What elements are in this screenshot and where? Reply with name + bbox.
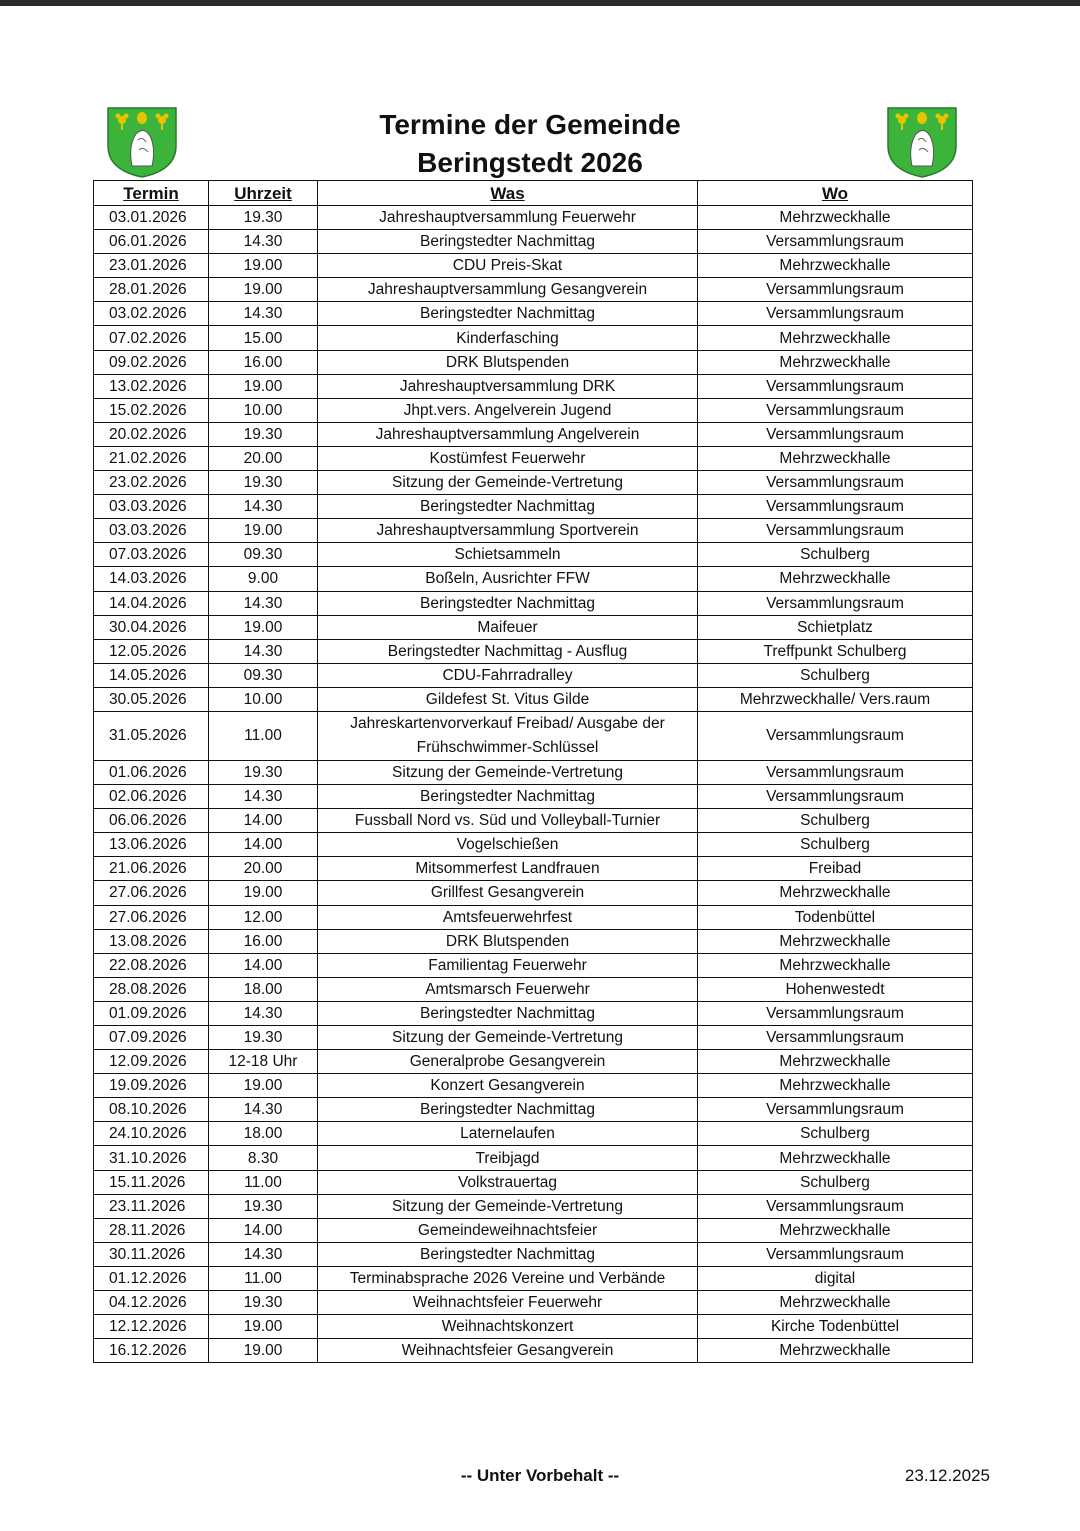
cell-was: Weihnachtsfeier Feuerwehr <box>318 1291 698 1315</box>
cell-was: Amtsmarsch Feuerwehr <box>318 977 698 1001</box>
column-header-wo: Wo <box>698 181 973 206</box>
cell-wo: Schulberg <box>698 833 973 857</box>
table-row <box>94 519 973 543</box>
cell-uhrzeit: 19.00 <box>209 254 318 278</box>
cell-termin: 22.08.2026 <box>94 953 209 977</box>
cell-uhrzeit: 19.30 <box>209 1026 318 1050</box>
cell-wo: Versammlungsraum <box>698 591 973 615</box>
cell-was: Sitzung der Gemeinde-Vertretung <box>318 1026 698 1050</box>
cell-was: Familientag Feuerwehr <box>318 953 698 977</box>
cell-wo: Versammlungsraum <box>698 302 973 326</box>
cell-termin: 23.01.2026 <box>94 254 209 278</box>
cell-wo: Mehrzweckhalle/ Vers.raum <box>698 687 973 711</box>
cell-termin: 21.02.2026 <box>94 446 209 470</box>
cell-termin: 03.03.2026 <box>94 495 209 519</box>
cell-uhrzeit: 19.00 <box>209 519 318 543</box>
cell-uhrzeit: 14.30 <box>209 785 318 809</box>
table-row <box>94 687 973 711</box>
cell-termin: 09.02.2026 <box>94 350 209 374</box>
cell-termin: 15.11.2026 <box>94 1170 209 1194</box>
cell-uhrzeit: 12-18 Uhr <box>209 1050 318 1074</box>
cell-termin: 19.09.2026 <box>94 1074 209 1098</box>
cell-wo: Versammlungsraum <box>698 1098 973 1122</box>
coat-of-arms-icon <box>106 106 178 178</box>
cell-uhrzeit: 09.30 <box>209 663 318 687</box>
cell-termin: 13.08.2026 <box>94 929 209 953</box>
cell-termin: 12.05.2026 <box>94 639 209 663</box>
cell-uhrzeit: 18.00 <box>209 977 318 1001</box>
table-row <box>94 977 973 1001</box>
cell-termin: 06.06.2026 <box>94 809 209 833</box>
cell-termin: 03.03.2026 <box>94 519 209 543</box>
table-row <box>94 760 973 784</box>
cell-termin: 14.04.2026 <box>94 591 209 615</box>
cell-uhrzeit: 19.00 <box>209 1074 318 1098</box>
cell-wo: Mehrzweckhalle <box>698 881 973 905</box>
table-row <box>94 1001 973 1025</box>
cell-wo: Todenbüttel <box>698 905 973 929</box>
cell-was: Generalprobe Gesangverein <box>318 1050 698 1074</box>
table-row <box>94 1218 973 1242</box>
cell-was: Sitzung der Gemeinde-Vertretung <box>318 471 698 495</box>
cell-wo: Versammlungsraum <box>698 785 973 809</box>
cell-wo: Versammlungsraum <box>698 1242 973 1266</box>
cell-wo: Kirche Todenbüttel <box>698 1315 973 1339</box>
cell-wo: Hohenwestedt <box>698 977 973 1001</box>
cell-wo: Schietplatz <box>698 615 973 639</box>
cell-termin: 31.05.2026 <box>94 711 209 760</box>
cell-termin: 07.09.2026 <box>94 1026 209 1050</box>
cell-was: Boßeln, Ausrichter FFW <box>318 567 698 591</box>
cell-was: Beringstedter Nachmittag <box>318 591 698 615</box>
cell-was: Weihnachtskonzert <box>318 1315 698 1339</box>
cell-wo: Treffpunkt Schulberg <box>698 639 973 663</box>
table-row <box>94 881 973 905</box>
table-row <box>94 374 973 398</box>
table-row <box>94 809 973 833</box>
cell-termin: 16.12.2026 <box>94 1339 209 1363</box>
cell-termin: 14.05.2026 <box>94 663 209 687</box>
cell-uhrzeit: 19.30 <box>209 1194 318 1218</box>
cell-was: Kostümfest Feuerwehr <box>318 446 698 470</box>
cell-wo: Versammlungsraum <box>698 398 973 422</box>
cell-uhrzeit: 19.00 <box>209 881 318 905</box>
cell-uhrzeit: 11.00 <box>209 1266 318 1290</box>
cell-wo: Versammlungsraum <box>698 374 973 398</box>
cell-termin: 30.05.2026 <box>94 687 209 711</box>
table-row <box>94 711 973 760</box>
cell-termin: 02.06.2026 <box>94 785 209 809</box>
table-row <box>94 639 973 663</box>
cell-was: Beringstedter Nachmittag <box>318 495 698 519</box>
table-row <box>94 1026 973 1050</box>
cell-termin: 14.03.2026 <box>94 567 209 591</box>
table-row <box>94 1242 973 1266</box>
cell-wo: Freibad <box>698 857 973 881</box>
table-row <box>94 1098 973 1122</box>
cell-was: Weihnachtsfeier Gesangverein <box>318 1339 698 1363</box>
cell-was: Jahreshauptversammlung Feuerwehr <box>318 206 698 230</box>
cell-was: Volkstrauertag <box>318 1170 698 1194</box>
table-row <box>94 254 973 278</box>
cell-uhrzeit: 14.30 <box>209 591 318 615</box>
cell-was: Beringstedter Nachmittag <box>318 1242 698 1266</box>
cell-termin: 31.10.2026 <box>94 1146 209 1170</box>
cell-uhrzeit: 19.00 <box>209 615 318 639</box>
cell-was: Beringstedter Nachmittag <box>318 302 698 326</box>
cell-wo: Schulberg <box>698 809 973 833</box>
cell-wo: Versammlungsraum <box>698 1026 973 1050</box>
table-row <box>94 591 973 615</box>
cell-was: Treibjagd <box>318 1146 698 1170</box>
cell-was: Sitzung der Gemeinde-Vertretung <box>318 1194 698 1218</box>
cell-wo: Mehrzweckhalle <box>698 1339 973 1363</box>
table-row <box>94 1339 973 1363</box>
cell-was: Fussball Nord vs. Süd und Volleyball-Turnier <box>318 809 698 833</box>
cell-was: Konzert Gesangverein <box>318 1074 698 1098</box>
table-row <box>94 1050 973 1074</box>
cell-was: Jahreskartenvorverkauf Freibad/ Ausgabe der Frühschwimmer-Schlüssel <box>318 711 698 760</box>
table-row <box>94 230 973 254</box>
cell-termin: 12.09.2026 <box>94 1050 209 1074</box>
cell-was: Gildefest St. Vitus Gilde <box>318 687 698 711</box>
document-date: 23.12.2025 <box>904 1466 990 1485</box>
cell-wo: Versammlungsraum <box>698 519 973 543</box>
cell-was: Laternelaufen <box>318 1122 698 1146</box>
cell-termin: 13.02.2026 <box>94 374 209 398</box>
cell-uhrzeit: 14.30 <box>209 1098 318 1122</box>
table-row <box>94 1266 973 1290</box>
cell-termin: 21.06.2026 <box>94 857 209 881</box>
table-row <box>94 326 973 350</box>
table-row <box>94 350 973 374</box>
cell-wo: Schulberg <box>698 1122 973 1146</box>
cell-wo: Mehrzweckhalle <box>698 326 973 350</box>
cell-was: Jahreshauptversammlung DRK <box>318 374 698 398</box>
cell-termin: 07.03.2026 <box>94 543 209 567</box>
cell-uhrzeit: 14.30 <box>209 495 318 519</box>
disclaimer-note: -- Unter Vorbehalt -- <box>460 1466 620 1485</box>
table-row <box>94 615 973 639</box>
cell-was: Beringstedter Nachmittag <box>318 785 698 809</box>
cell-termin: 03.01.2026 <box>94 206 209 230</box>
cell-was: Beringstedter Nachmittag <box>318 1001 698 1025</box>
cell-wo: Mehrzweckhalle <box>698 1146 973 1170</box>
cell-uhrzeit: 15.00 <box>209 326 318 350</box>
cell-termin: 28.08.2026 <box>94 977 209 1001</box>
cell-wo: Versammlungsraum <box>698 1194 973 1218</box>
cell-uhrzeit: 19.30 <box>209 206 318 230</box>
cell-termin: 13.06.2026 <box>94 833 209 857</box>
cell-was: CDU-Fahrradralley <box>318 663 698 687</box>
cell-was: Beringstedter Nachmittag <box>318 1098 698 1122</box>
cell-uhrzeit: 14.30 <box>209 230 318 254</box>
cell-termin: 20.02.2026 <box>94 422 209 446</box>
table-row <box>94 1074 973 1098</box>
cell-uhrzeit: 18.00 <box>209 1122 318 1146</box>
cell-termin: 24.10.2026 <box>94 1122 209 1146</box>
cell-termin: 01.12.2026 <box>94 1266 209 1290</box>
table-row <box>94 302 973 326</box>
table-row <box>94 446 973 470</box>
cell-uhrzeit: 19.00 <box>209 374 318 398</box>
cell-wo: digital <box>698 1266 973 1290</box>
cell-uhrzeit: 9.00 <box>209 567 318 591</box>
cell-was: DRK Blutspenden <box>318 350 698 374</box>
cell-wo: Versammlungsraum <box>698 1001 973 1025</box>
cell-uhrzeit: 8.30 <box>209 1146 318 1170</box>
cell-termin: 27.06.2026 <box>94 881 209 905</box>
cell-termin: 27.06.2026 <box>94 905 209 929</box>
cell-termin: 03.02.2026 <box>94 302 209 326</box>
cell-was: Schietsammeln <box>318 543 698 567</box>
cell-uhrzeit: 14.30 <box>209 1001 318 1025</box>
table-row <box>94 1122 973 1146</box>
column-header-termin: Termin <box>94 181 209 206</box>
cell-termin: 08.10.2026 <box>94 1098 209 1122</box>
cell-was: Jahreshauptversammlung Angelverein <box>318 422 698 446</box>
table-row <box>94 398 973 422</box>
table-row <box>94 663 973 687</box>
cell-uhrzeit: 14.30 <box>209 302 318 326</box>
cell-uhrzeit: 14.00 <box>209 809 318 833</box>
cell-uhrzeit: 14.00 <box>209 833 318 857</box>
cell-uhrzeit: 14.00 <box>209 1218 318 1242</box>
cell-uhrzeit: 19.30 <box>209 1291 318 1315</box>
cell-termin: 01.09.2026 <box>94 1001 209 1025</box>
cell-was: Terminabsprache 2026 Vereine und Verbände <box>318 1266 698 1290</box>
table-row <box>94 857 973 881</box>
cell-wo: Mehrzweckhalle <box>698 1074 973 1098</box>
table-row <box>94 929 973 953</box>
cell-termin: 15.02.2026 <box>94 398 209 422</box>
top-bar <box>0 0 1080 6</box>
cell-wo: Mehrzweckhalle <box>698 446 973 470</box>
cell-was: Jhpt.vers. Angelverein Jugend <box>318 398 698 422</box>
cell-was: Beringstedter Nachmittag <box>318 230 698 254</box>
cell-wo: Versammlungsraum <box>698 471 973 495</box>
cell-was: Sitzung der Gemeinde-Vertretung <box>318 760 698 784</box>
table-row <box>94 1291 973 1315</box>
cell-was: Jahreshauptversammlung Gesangverein <box>318 278 698 302</box>
cell-was: Amtsfeuerwehrfest <box>318 905 698 929</box>
cell-was: Kinderfasching <box>318 326 698 350</box>
cell-was: Mitsommerfest Landfrauen <box>318 857 698 881</box>
table-row <box>94 471 973 495</box>
cell-uhrzeit: 12.00 <box>209 905 318 929</box>
cell-termin: 30.04.2026 <box>94 615 209 639</box>
cell-termin: 07.02.2026 <box>94 326 209 350</box>
table-row <box>94 905 973 929</box>
cell-uhrzeit: 16.00 <box>209 350 318 374</box>
column-header-uhrzeit: Uhrzeit <box>209 181 318 206</box>
table-row <box>94 567 973 591</box>
schedule-table <box>93 180 973 1363</box>
table-row <box>94 278 973 302</box>
cell-uhrzeit: 16.00 <box>209 929 318 953</box>
cell-wo: Mehrzweckhalle <box>698 350 973 374</box>
cell-wo: Mehrzweckhalle <box>698 1218 973 1242</box>
cell-uhrzeit: 19.00 <box>209 278 318 302</box>
cell-was: Grillfest Gesangverein <box>318 881 698 905</box>
table-row <box>94 1170 973 1194</box>
table-row <box>94 1146 973 1170</box>
cell-was: Gemeindeweihnachtsfeier <box>318 1218 698 1242</box>
cell-wo: Mehrzweckhalle <box>698 1291 973 1315</box>
table-row <box>94 1194 973 1218</box>
cell-termin: 30.11.2026 <box>94 1242 209 1266</box>
cell-wo: Versammlungsraum <box>698 711 973 760</box>
cell-was: Beringstedter Nachmittag - Ausflug <box>318 639 698 663</box>
page-title: Termine der Gemeinde <box>379 109 681 140</box>
cell-was: DRK Blutspenden <box>318 929 698 953</box>
cell-wo: Mehrzweckhalle <box>698 953 973 977</box>
cell-uhrzeit: 10.00 <box>209 687 318 711</box>
cell-termin: 01.06.2026 <box>94 760 209 784</box>
cell-uhrzeit: 11.00 <box>209 1170 318 1194</box>
cell-uhrzeit: 20.00 <box>209 857 318 881</box>
cell-wo: Versammlungsraum <box>698 230 973 254</box>
table-row <box>94 833 973 857</box>
cell-uhrzeit: 10.00 <box>209 398 318 422</box>
cell-wo: Schulberg <box>698 663 973 687</box>
cell-wo: Mehrzweckhalle <box>698 206 973 230</box>
cell-termin: 06.01.2026 <box>94 230 209 254</box>
cell-was: CDU Preis-Skat <box>318 254 698 278</box>
cell-wo: Mehrzweckhalle <box>698 929 973 953</box>
cell-uhrzeit: 20.00 <box>209 446 318 470</box>
cell-termin: 28.01.2026 <box>94 278 209 302</box>
cell-uhrzeit: 11.00 <box>209 711 318 760</box>
cell-wo: Versammlungsraum <box>698 278 973 302</box>
coat-of-arms-icon <box>886 106 958 178</box>
table-header-row <box>94 181 973 206</box>
cell-uhrzeit: 14.00 <box>209 953 318 977</box>
cell-was: Vogelschießen <box>318 833 698 857</box>
table-row <box>94 422 973 446</box>
cell-uhrzeit: 09.30 <box>209 543 318 567</box>
cell-termin: 04.12.2026 <box>94 1291 209 1315</box>
table-row <box>94 495 973 519</box>
cell-uhrzeit: 19.00 <box>209 1315 318 1339</box>
cell-termin: 23.11.2026 <box>94 1194 209 1218</box>
cell-uhrzeit: 19.30 <box>209 422 318 446</box>
cell-wo: Versammlungsraum <box>698 495 973 519</box>
cell-wo: Mehrzweckhalle <box>698 567 973 591</box>
table-row <box>94 1315 973 1339</box>
cell-was: Maifeuer <box>318 615 698 639</box>
table-row <box>94 206 973 230</box>
cell-wo: Mehrzweckhalle <box>698 1050 973 1074</box>
cell-wo: Mehrzweckhalle <box>698 254 973 278</box>
column-header-was: Was <box>318 181 698 206</box>
cell-uhrzeit: 19.30 <box>209 471 318 495</box>
table-row <box>94 543 973 567</box>
cell-termin: 28.11.2026 <box>94 1218 209 1242</box>
page-subtitle: Beringstedt 2026 <box>417 147 643 178</box>
cell-uhrzeit: 19.30 <box>209 760 318 784</box>
cell-wo: Versammlungsraum <box>698 422 973 446</box>
cell-wo: Schulberg <box>698 543 973 567</box>
table-row <box>94 785 973 809</box>
table-row <box>94 953 973 977</box>
cell-uhrzeit: 14.30 <box>209 1242 318 1266</box>
cell-uhrzeit: 19.00 <box>209 1339 318 1363</box>
cell-was: Jahreshauptversammlung Sportverein <box>318 519 698 543</box>
cell-termin: 23.02.2026 <box>94 471 209 495</box>
cell-termin: 12.12.2026 <box>94 1315 209 1339</box>
cell-wo: Schulberg <box>698 1170 973 1194</box>
cell-uhrzeit: 14.30 <box>209 639 318 663</box>
cell-wo: Versammlungsraum <box>698 760 973 784</box>
schedule-body <box>94 206 973 1363</box>
